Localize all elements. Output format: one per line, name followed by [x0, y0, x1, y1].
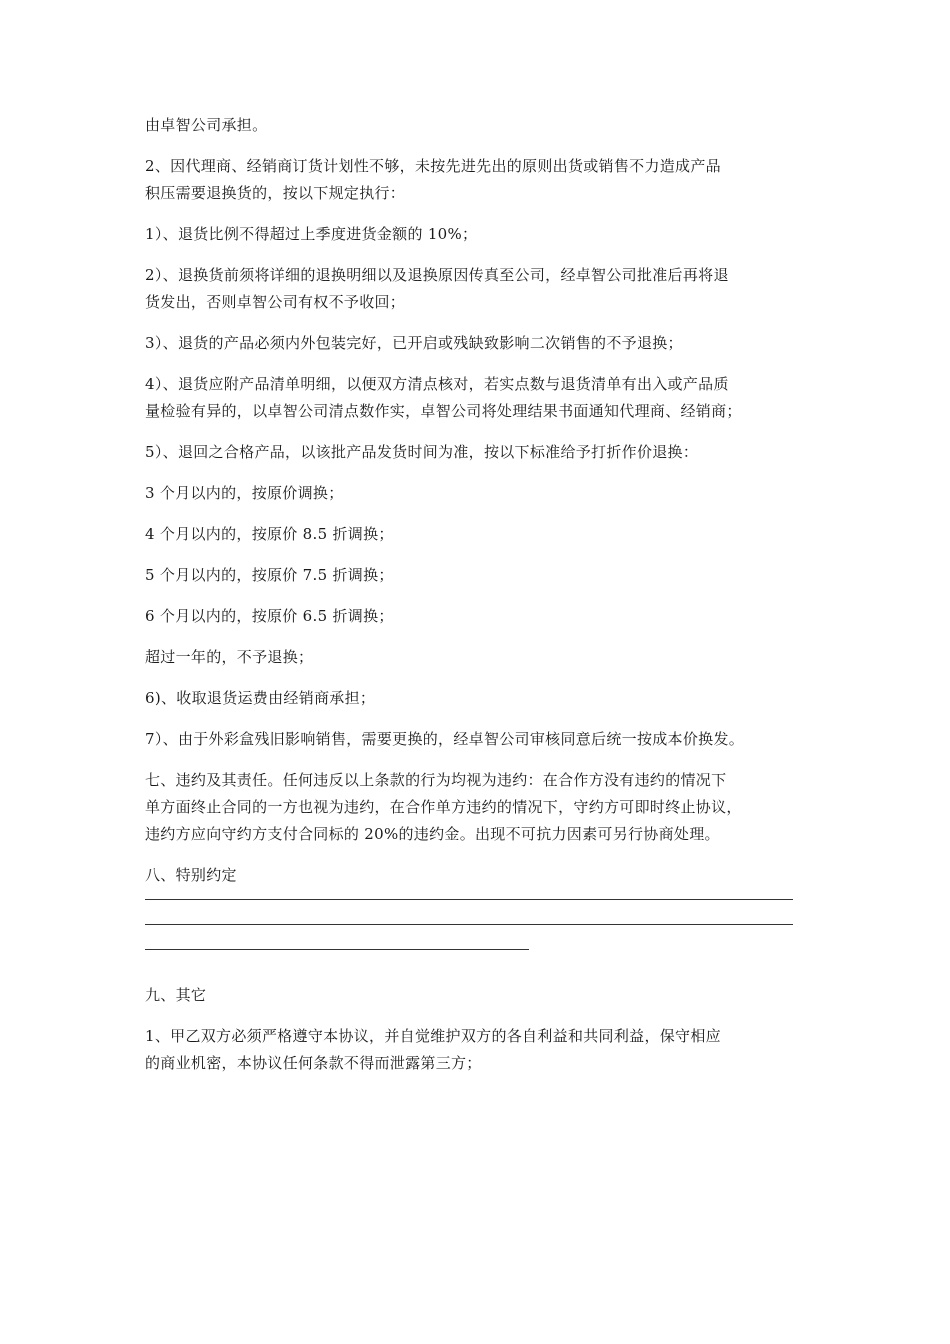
text-line: 超过一年的，不予退换； [145, 648, 314, 666]
paragraph [145, 644, 813, 671]
section-heading: 九、其它 [145, 986, 207, 1004]
paragraph [145, 153, 813, 207]
blank-line [145, 887, 793, 912]
text-line: 单方面终止合同的一方也视为违约，在合作单方违约的情况下，守约方可即时终止协议， [145, 798, 742, 816]
text-line: 7）、由于外彩盒残旧影响销售，需要更换的，经卓智公司审核同意后统一按成本价换发。 [145, 730, 745, 748]
text-line: 3 个月以内的，按原价调换； [145, 484, 344, 502]
text-line: 6 个月以内的，按原价 6.5 折调换； [145, 607, 394, 625]
text-line: 5）、退回之合格产品，以该批产品发货时间为准，按以下标准给予打折作价退换： [145, 443, 699, 461]
text-line: 3）、退货的产品必须内外包装完好，已开启或残缺致影响二次销售的不予退换； [145, 334, 683, 352]
text-line: 1、甲乙双方必须严格遵守本协议，并自觉维护双方的各自利益和共同利益，保守相应 [145, 1027, 721, 1045]
paragraph [145, 262, 813, 316]
paragraph [145, 439, 813, 466]
paragraph [145, 726, 813, 753]
paragraph [145, 1023, 813, 1077]
text-line: 七、违约及其责任。任何违反以上条款的行为均视为违约：在合作方没有违约的情况下 [145, 771, 727, 789]
text-line: 2）、退换货前须将详细的退换明细以及退换原因传真至公司，经卓智公司批准后再将退 [145, 266, 729, 284]
text-line: 5 个月以内的，按原价 7.5 折调换； [145, 566, 394, 584]
text-line: 违约方应向守约方支付合同标的 20%的违约金。出现不可抗力因素可另行协商处理。 [145, 825, 720, 843]
paragraph [145, 603, 813, 630]
paragraph [145, 221, 813, 248]
paragraph [145, 685, 813, 712]
document-page [145, 112, 813, 1091]
text-line: 量检验有异的，以卓智公司清点数作实，卓智公司将处理结果书面通知代理商、经销商； [145, 402, 742, 420]
paragraph [145, 112, 813, 139]
blank-line [145, 912, 793, 937]
paragraph [145, 371, 813, 425]
text-line: 积压需要退换货的，按以下规定执行： [145, 184, 406, 202]
text-line: 由卓智公司承担。 [145, 116, 268, 134]
paragraph [145, 982, 813, 1009]
blank-fill-lines [145, 887, 813, 962]
paragraph [145, 562, 813, 589]
text-line: 4 个月以内的，按原价 8.5 折调换； [145, 525, 394, 543]
paragraph [145, 480, 813, 507]
special-terms-section [145, 862, 813, 962]
paragraph [145, 521, 813, 548]
text-line: 6)、收取退货运费由经销商承担； [145, 689, 376, 707]
paragraph [145, 330, 813, 357]
paragraph [145, 767, 813, 848]
blank-line [145, 937, 529, 962]
text-line: 1）、退货比例不得超过上季度进货金额的 10%； [145, 225, 478, 243]
text-line: 的商业机密，本协议任何条款不得而泄露第三方； [145, 1054, 482, 1072]
section-heading: 八、特别约定 [145, 866, 237, 884]
text-line: 2、因代理商、经销商订货计划性不够，未按先进先出的原则出货或销售不力造成产品 [145, 157, 721, 175]
text-line: 4）、退货应附产品清单明细，以便双方清点核对，若实点数与退货清单有出入或产品质 [145, 375, 729, 393]
text-line: 货发出，否则卓智公司有权不予收回； [145, 293, 406, 311]
